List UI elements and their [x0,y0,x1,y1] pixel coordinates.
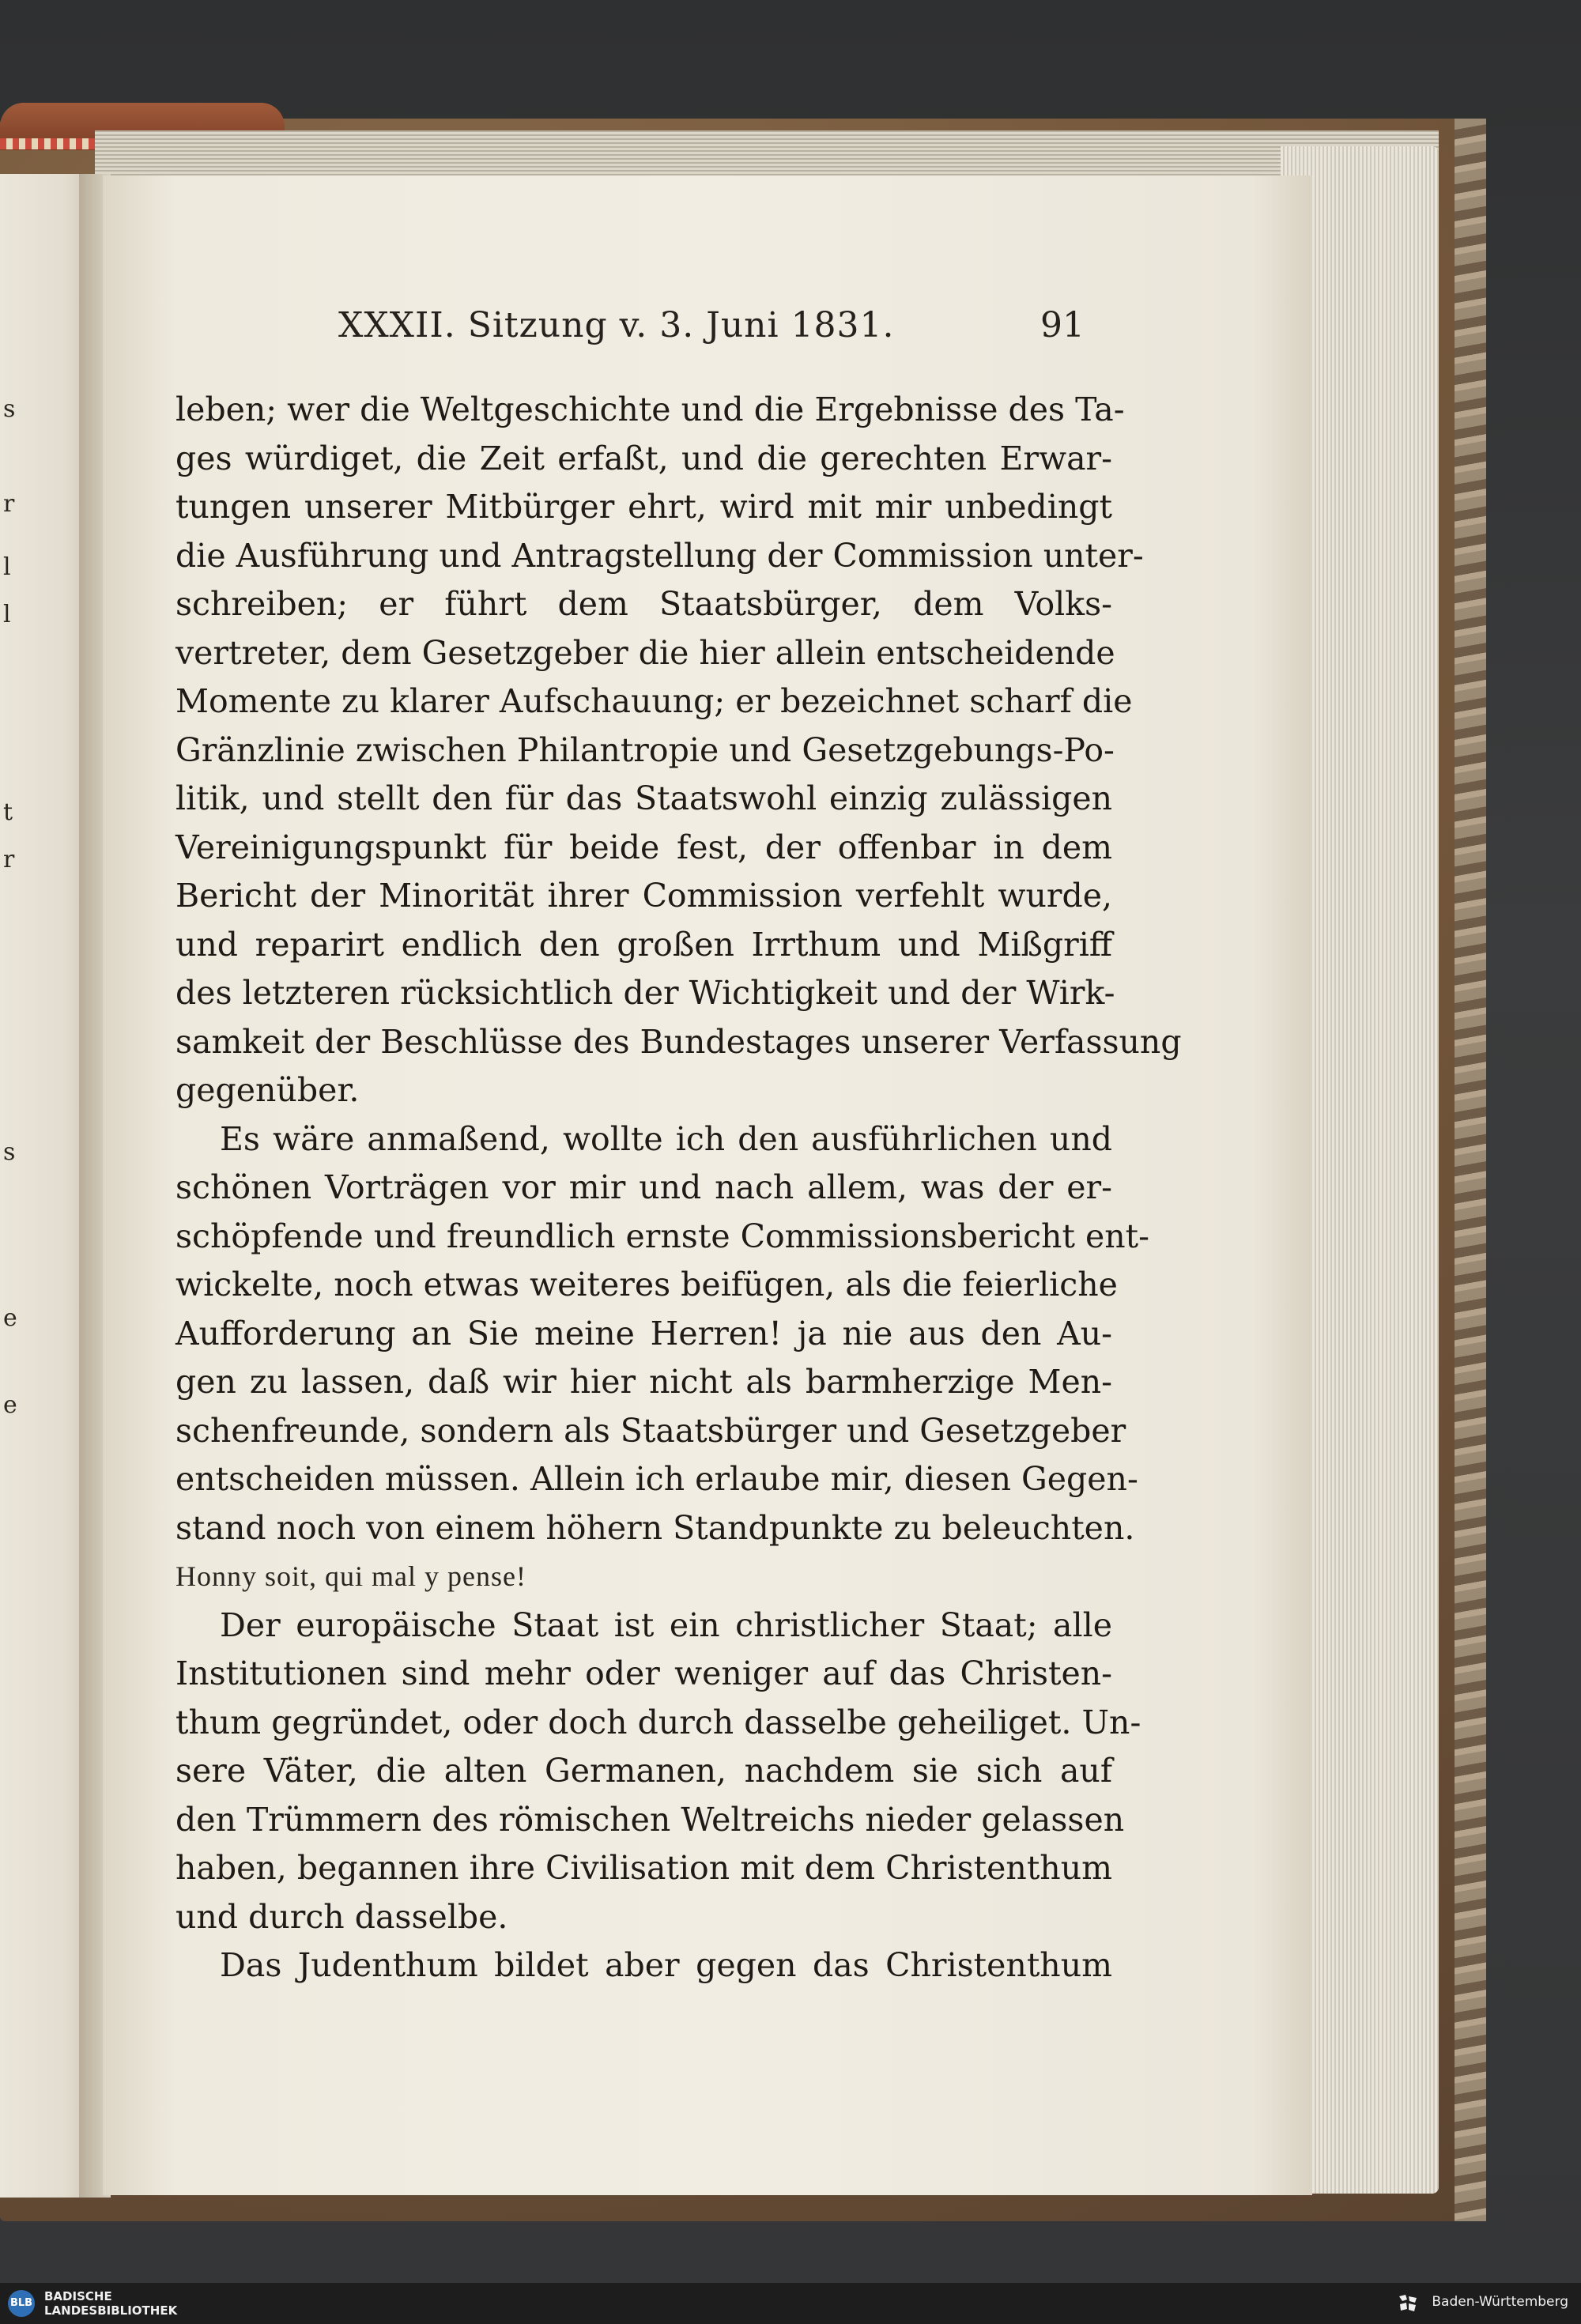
paragraph-end-line: gegenüber. [175,1071,360,1109]
text-line: schönen Vorträgen vor mir und nach allem, was der er- [175,1168,1112,1206]
text-line: thum gegründet, oder doch durch dasselbe geheiliget. Un- [175,1703,1141,1741]
text-line: den Trümmern des römischen Weltreichs nieder gelassen [175,1800,1125,1839]
paragraph-start-line: Der europäische Staat ist ein christlicher Staat; alle [220,1605,1112,1644]
text-line: Aufforderung an Sie meine Herren! ja nie aus den Au- [175,1314,1112,1353]
left-page-fragment: r [3,846,15,873]
library-name-line1: BADISCHE [44,2289,112,2303]
text-line: schöpfende und freundlich ernste Commissionsbericht ent- [175,1217,1149,1255]
state-label[interactable]: Baden-Württemberg [1432,2294,1568,2310]
left-page-fragment: l [3,553,11,581]
left-page-fragment: t [3,798,13,826]
text-line: schreiben; er führt dem Staatsbürger, dem Volks- [175,585,1112,623]
text-line: litik, und stellt den für das Staatswohl einzig zulässigen [175,779,1112,817]
left-page-fragment: s [3,1138,16,1166]
text-line: gen zu lassen, daß wir hier nicht als barmherzige Men- [175,1363,1112,1401]
text-line: Bericht der Minorität ihrer Commission verfehlt wurde, [175,877,1112,915]
paragraph-start-line: Es wäre anmaßend, wollte ich den ausführlichen und [220,1119,1112,1158]
running-head-title: XXXII. Sitzung v. 3. Juni 1831. [338,305,895,345]
page-top-edge [95,130,1439,178]
text-line: entscheiden müssen. Allein ich erlaube mir, diesen Gegen- [175,1460,1138,1498]
footer-bar [0,2283,1581,2324]
text-line: die Ausführung und Antragstellung der Commission unter- [175,536,1144,575]
text-line: Vereinigungspunkt für beide fest, der offenbar in dem [175,828,1112,866]
text-line: stand noch von einem höhern Standpunkte zu beleuchten. [175,1508,1135,1547]
page-number: 91 [1040,305,1085,345]
text-line: Momente zu klarer Aufschauung; er bezeichnet scharf die [175,682,1133,720]
body-text [175,386,1182,1990]
library-name-line2: LANDESBIBLIOTHEK [44,2303,178,2318]
baden-wuerttemberg-icon [1396,2292,1420,2315]
left-page-fragment: r [3,490,15,518]
motto-line: Honny soit, qui mal y pense! [175,1560,526,1592]
text-line: samkeit der Beschlüsse des Bundestages unserer Verfassung [175,1022,1182,1061]
text-line: tungen unserer Mitbürger ehrt, wird mit mir unbedingt [175,488,1112,526]
paragraph-end-line: und durch dasselbe. [175,1897,508,1936]
text-line: haben, begannen ihre Civilisation mit dem Christenthum [175,1849,1112,1887]
text-line: sere Väter, die alten Germanen, nachdem sie sich auf [175,1752,1112,1790]
text-line: leben; wer die Weltgeschichte und die Ergebnisse des Ta- [175,390,1125,428]
text-line: Institutionen sind mehr oder weniger auf das Christen- [175,1654,1112,1692]
text-line: des letzteren rücksichtlich der Wichtigkeit und der Wirk- [175,974,1115,1012]
text-line: Gränzlinie zwischen Philantropie und Gesetzgebungs-Po- [175,730,1115,769]
blb-logo[interactable]: BLB [8,2290,35,2317]
left-page-fragment: e [3,1391,17,1419]
library-name[interactable] [44,2289,177,2318]
text-line: ges würdiget, die Zeit erfaßt, und die gerechten Erwar- [175,439,1112,477]
left-page-fragment: l [3,601,11,628]
text-line: vertreter, dem Gesetzgeber die hier allein entscheidende [175,633,1115,672]
paragraph-start-line: Das Judenthum bildet aber gegen das Christenthum [220,1946,1112,1984]
left-page-fragment: s [3,395,16,423]
left-page-fragment: e [3,1304,17,1332]
text-line: schenfreunde, sondern als Staatsbürger und Gesetzgeber [175,1411,1126,1450]
marbled-cover-edge [1455,119,1486,2221]
running-head [338,305,1129,353]
text-line: und reparirt endlich den großen Irrthum und Mißgriff [175,925,1112,964]
text-line: wickelte, noch etwas weiteres beifügen, als die feierliche [175,1266,1118,1303]
